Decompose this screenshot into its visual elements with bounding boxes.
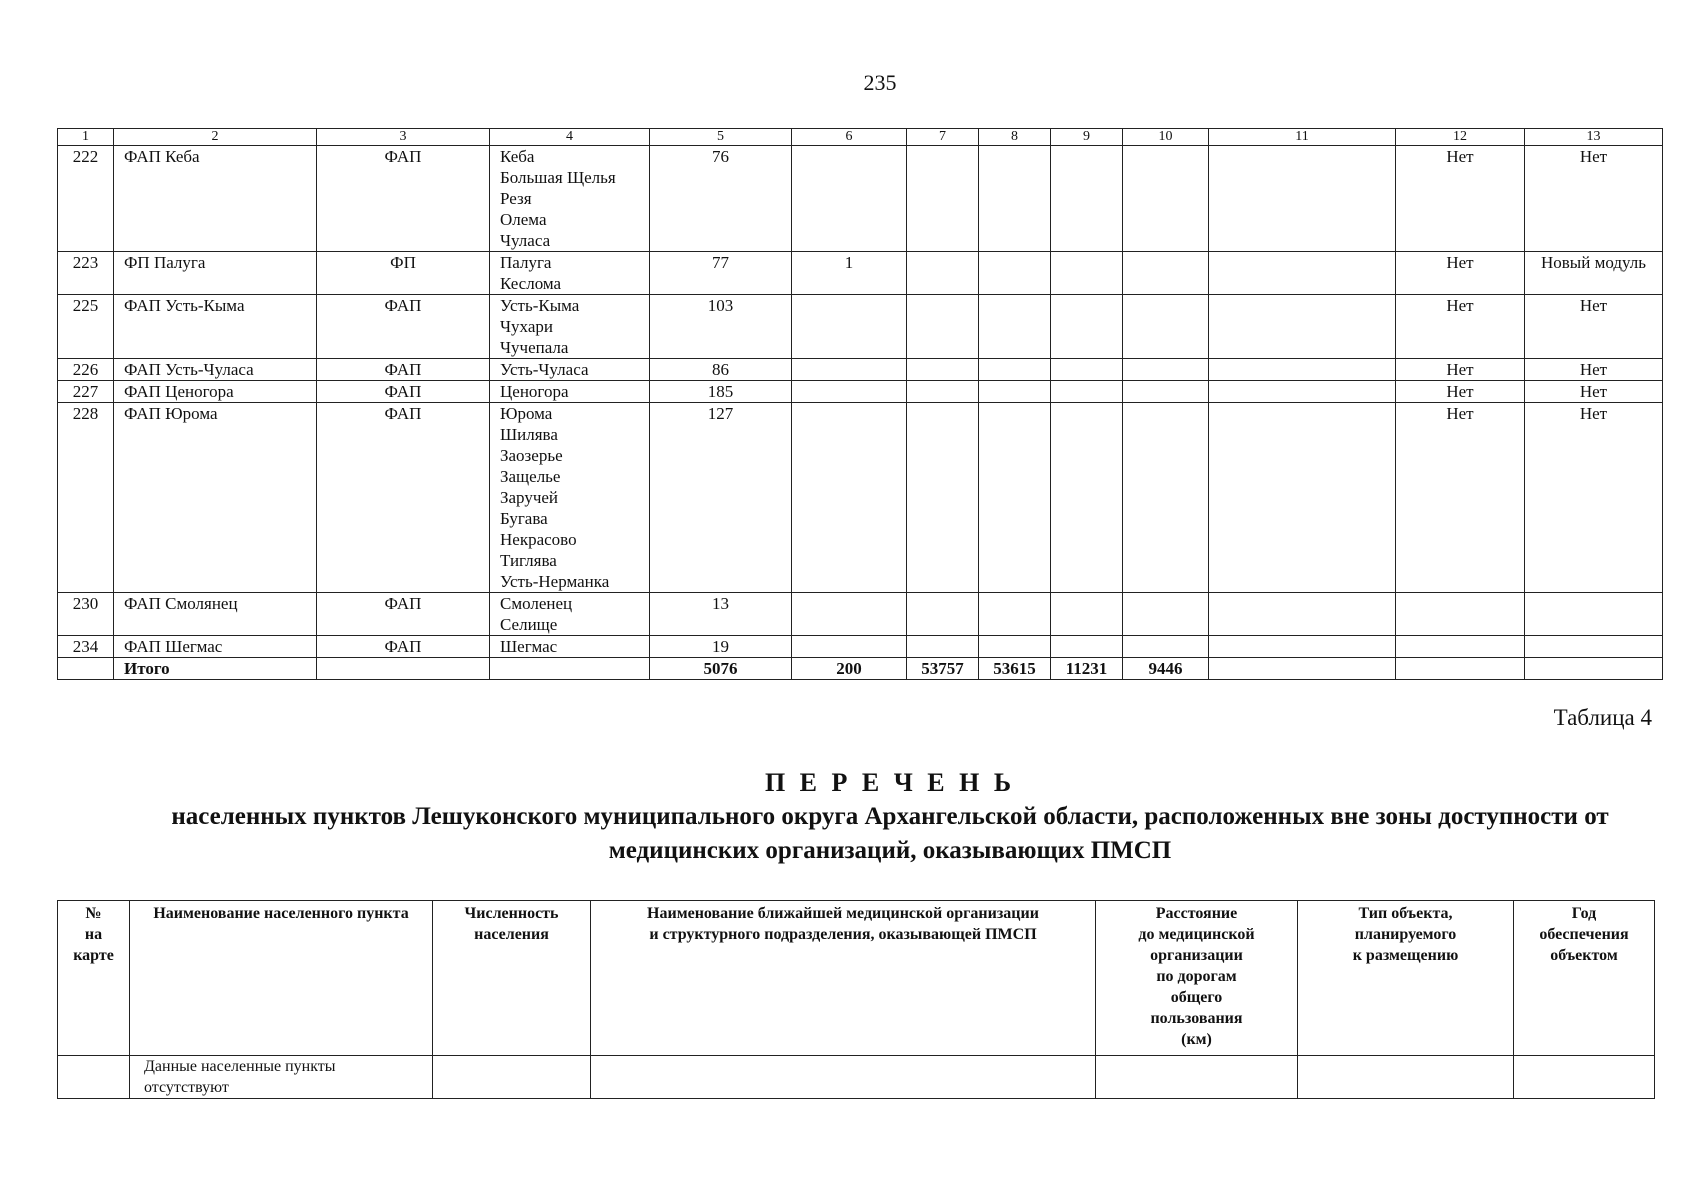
settlement-name: Ценогора: [500, 382, 569, 401]
header-line: Численность: [464, 905, 559, 922]
table-cell: 230: [58, 593, 114, 636]
column-header: [58, 901, 130, 1056]
table-cell: 77: [650, 252, 792, 295]
table-cell: ФП Палуга: [114, 252, 317, 295]
table-cell: [490, 636, 650, 658]
total-row: [58, 658, 1663, 680]
table-cell: [1123, 381, 1209, 403]
column-header: [433, 901, 591, 1056]
table-cell: [907, 403, 979, 593]
header-line: планируемого: [1354, 926, 1457, 943]
table-cell: ФАП Усть-Кыма: [114, 295, 317, 359]
settlement-name: Шегмас: [500, 637, 558, 656]
header-line: объектом: [1550, 947, 1618, 964]
table-cell: [907, 636, 979, 658]
settlement-name: Защелье: [500, 467, 561, 486]
column-number: 9: [1051, 129, 1123, 146]
header-line: Расстояние: [1155, 905, 1238, 922]
table-cell: 19: [650, 636, 792, 658]
table-cell: ФАП: [317, 403, 490, 593]
table-row: [58, 295, 1663, 359]
header-line: общего: [1170, 989, 1223, 1006]
settlement-name: Чуласа: [500, 231, 551, 250]
table-cell: [1525, 593, 1663, 636]
table-cell: [1123, 636, 1209, 658]
table-cell: [1525, 658, 1663, 680]
table-cell: [1209, 381, 1396, 403]
table-cell: ФАП Шегмас: [114, 636, 317, 658]
column-number: 5: [650, 129, 792, 146]
settlement-name: Юрома: [500, 404, 553, 423]
table-cell: [1209, 636, 1396, 658]
table-row: [58, 381, 1663, 403]
table-cell: [1123, 252, 1209, 295]
table-cell: [792, 295, 907, 359]
table-cell: [1051, 636, 1123, 658]
column-number: 13: [1525, 129, 1663, 146]
header-line: на: [84, 926, 103, 943]
table-row: [58, 359, 1663, 381]
table-cell: 234: [58, 636, 114, 658]
table-cell: Нет: [1525, 359, 1663, 381]
settlement-name: Резя: [500, 189, 532, 208]
table-cell: [1123, 593, 1209, 636]
table-cell: [1123, 146, 1209, 252]
table-cell: ФАП: [317, 295, 490, 359]
header-line: Тип объекта,: [1358, 905, 1453, 922]
table-cell: [433, 1056, 591, 1099]
table-cell: [1209, 252, 1396, 295]
table-cell: ФАП: [317, 593, 490, 636]
table-cell: ФАП: [317, 146, 490, 252]
table-cell: 200: [792, 658, 907, 680]
settlement-name: Кеба: [500, 147, 535, 166]
settlement-name: Усть-Кыма: [500, 296, 580, 315]
table-row: [58, 252, 1663, 295]
table-cell: ФАП Юрома: [114, 403, 317, 593]
table-cell: [979, 403, 1051, 593]
table-cell: [1209, 146, 1396, 252]
column-number: 6: [792, 129, 907, 146]
table-cell: [792, 146, 907, 252]
settlement-name: Шилява: [500, 425, 558, 444]
table-cell: [907, 381, 979, 403]
column-number: 3: [317, 129, 490, 146]
column-header: [591, 901, 1096, 1056]
table-cell: [792, 381, 907, 403]
settlement-name: Бугава: [500, 509, 548, 528]
table-cell: Нет: [1396, 295, 1525, 359]
table-cell: [792, 359, 907, 381]
document-title: П Е Р Е Ч Е Н Ь: [764, 768, 1016, 797]
table-cell: [1209, 403, 1396, 593]
table-cell: [979, 381, 1051, 403]
table-cell: [1051, 359, 1123, 381]
table-cell: [317, 658, 490, 680]
column-number: 10: [1123, 129, 1209, 146]
table-cell: 223: [58, 252, 114, 295]
table-cell: [490, 658, 650, 680]
header-line: населения: [474, 926, 549, 943]
column-number: 1: [58, 129, 114, 146]
table-cell: [1051, 593, 1123, 636]
header-line: (км): [1181, 1031, 1212, 1048]
table-cell: Нет: [1396, 359, 1525, 381]
note-line: отсутствуют: [144, 1079, 229, 1096]
table-cell: [907, 295, 979, 359]
table-cell: [490, 593, 650, 636]
table-cell: [1209, 359, 1396, 381]
table-cell: ФАП Усть-Чуласа: [114, 359, 317, 381]
settlement-name: Кеслома: [500, 274, 562, 293]
settlement-name: Чухари: [500, 317, 553, 336]
table-cell: [1525, 636, 1663, 658]
document-subtitle: населенных пунктов Лешуконского муниципального округа Архангельской области, расположенных вне зоны доступности от медицинских организаций, оказывающих ПМСП: [171, 803, 1609, 864]
table-cell: [1051, 381, 1123, 403]
settlement-name: Заручей: [500, 488, 559, 507]
table-cell: 185: [650, 381, 792, 403]
table-cell: [979, 359, 1051, 381]
table-cell: ФАП Смолянец: [114, 593, 317, 636]
header-line: к размещению: [1352, 947, 1459, 964]
table-row: [58, 403, 1663, 593]
table-cell: 5076: [650, 658, 792, 680]
table-header-row: [58, 129, 1663, 146]
settlement-name: Смоленец: [500, 594, 573, 613]
table-cell: [907, 146, 979, 252]
settlement-name: Селище: [500, 615, 558, 634]
column-number: 2: [114, 129, 317, 146]
table-cell: 11231: [1051, 658, 1123, 680]
header-line: Год: [1571, 905, 1597, 922]
table-cell: [979, 252, 1051, 295]
settlements-table: [57, 900, 1655, 1099]
table-cell: [1396, 636, 1525, 658]
table-cell: [490, 252, 650, 295]
header-line: организации: [1150, 947, 1243, 964]
column-header: [1514, 901, 1655, 1056]
table-cell: [1051, 146, 1123, 252]
table-row: [58, 146, 1663, 252]
table-cell: 226: [58, 359, 114, 381]
table-row: [58, 1056, 1655, 1099]
table-cell: [58, 1056, 130, 1099]
table-cell: 76: [650, 146, 792, 252]
table-cell: [1123, 359, 1209, 381]
header-line: карте: [73, 947, 114, 964]
table-cell: 227: [58, 381, 114, 403]
table-cell: Нет: [1396, 146, 1525, 252]
header-line: обеспечения: [1539, 926, 1629, 943]
table-cell: [490, 295, 650, 359]
table-cell: [907, 593, 979, 636]
table-cell: [1051, 403, 1123, 593]
settlement-name: Усть-Чуласа: [500, 360, 589, 379]
table-cell: [792, 593, 907, 636]
settlement-name: Чучепала: [500, 338, 569, 357]
table-cell: [490, 403, 650, 593]
table-cell: [979, 593, 1051, 636]
header-line: по дорогам: [1156, 968, 1237, 985]
table-cell: [130, 1056, 433, 1099]
table-cell: [591, 1056, 1096, 1099]
table-cell: 127: [650, 403, 792, 593]
table-cell: [1209, 593, 1396, 636]
table-cell: [1123, 295, 1209, 359]
table-cell: 225: [58, 295, 114, 359]
table-cell: Нет: [1525, 381, 1663, 403]
settlement-name: Тиглява: [500, 551, 557, 570]
table-cell: [1298, 1056, 1514, 1099]
column-number: 11: [1209, 129, 1396, 146]
column-header: [130, 901, 433, 1056]
column-number: 12: [1396, 129, 1525, 146]
table-cell: [1051, 252, 1123, 295]
table-cell: [490, 381, 650, 403]
page-number: 235: [863, 70, 897, 95]
table-cell: ФАП Кеба: [114, 146, 317, 252]
table-cell: Нет: [1396, 381, 1525, 403]
table-row: [58, 593, 1663, 636]
table-cell: [1514, 1056, 1655, 1099]
table-cell: [907, 359, 979, 381]
table-cell: [490, 359, 650, 381]
table-cell: 53615: [979, 658, 1051, 680]
table-cell: [1123, 403, 1209, 593]
column-number: 4: [490, 129, 650, 146]
table-cell: [1051, 295, 1123, 359]
table-cell: [907, 252, 979, 295]
note-line: Данные населенные пункты: [144, 1058, 336, 1075]
table-cell: [979, 636, 1051, 658]
header-line: и структурного подразделения, оказывающей ПМСП: [649, 926, 1037, 943]
table-cell: [1096, 1056, 1298, 1099]
table-cell: [792, 636, 907, 658]
settlement-name: Заозерье: [500, 446, 563, 465]
table-cell: ФАП: [317, 636, 490, 658]
settlement-name: Усть-Нерманка: [500, 572, 610, 591]
table-row: [58, 636, 1663, 658]
column-number: 7: [907, 129, 979, 146]
table-cell: [1396, 593, 1525, 636]
table-cell: ФАП Ценогора: [114, 381, 317, 403]
table-cell: ФАП: [317, 359, 490, 381]
table-cell: [979, 146, 1051, 252]
table-cell: 1: [792, 252, 907, 295]
settlement-name: Некрасово: [500, 530, 577, 549]
settlement-name: Палуга: [500, 253, 552, 272]
table-cell: 228: [58, 403, 114, 593]
settlement-name: Олема: [500, 210, 547, 229]
header-line: до медицинской: [1138, 926, 1255, 943]
table-cell: 53757: [907, 658, 979, 680]
table-cell: ФАП: [317, 381, 490, 403]
table-cell: 86: [650, 359, 792, 381]
table-cell: ФП: [317, 252, 490, 295]
column-number: 8: [979, 129, 1051, 146]
table-cell: [58, 658, 114, 680]
table-cell: Нет: [1525, 403, 1663, 593]
table-cell: [1396, 658, 1525, 680]
table-cell: [792, 403, 907, 593]
table-cell: [490, 146, 650, 252]
table-cell: [1209, 658, 1396, 680]
table-cell: [1209, 295, 1396, 359]
table-cell: Нет: [1396, 252, 1525, 295]
table-cell: 222: [58, 146, 114, 252]
table-cell: Итого: [114, 658, 317, 680]
table-cell: 103: [650, 295, 792, 359]
header-line: Наименование ближайшей медицинской организации: [647, 905, 1039, 922]
settlement-name: Большая Щелья: [500, 168, 616, 187]
table-caption: Таблица 4: [1553, 705, 1652, 730]
facilities-table: [57, 128, 1663, 680]
header-line: №: [85, 905, 102, 922]
table-header-row: [58, 901, 1655, 1056]
table-cell: [979, 295, 1051, 359]
header-line: Наименование населенного пункта: [153, 905, 409, 922]
column-header: [1298, 901, 1514, 1056]
table-cell: Новый модуль: [1525, 252, 1663, 295]
table-cell: 13: [650, 593, 792, 636]
table-cell: 9446: [1123, 658, 1209, 680]
header-line: пользования: [1150, 1010, 1243, 1027]
table-cell: Нет: [1525, 146, 1663, 252]
table-cell: Нет: [1525, 295, 1663, 359]
column-header: [1096, 901, 1298, 1056]
table-cell: Нет: [1396, 403, 1525, 593]
